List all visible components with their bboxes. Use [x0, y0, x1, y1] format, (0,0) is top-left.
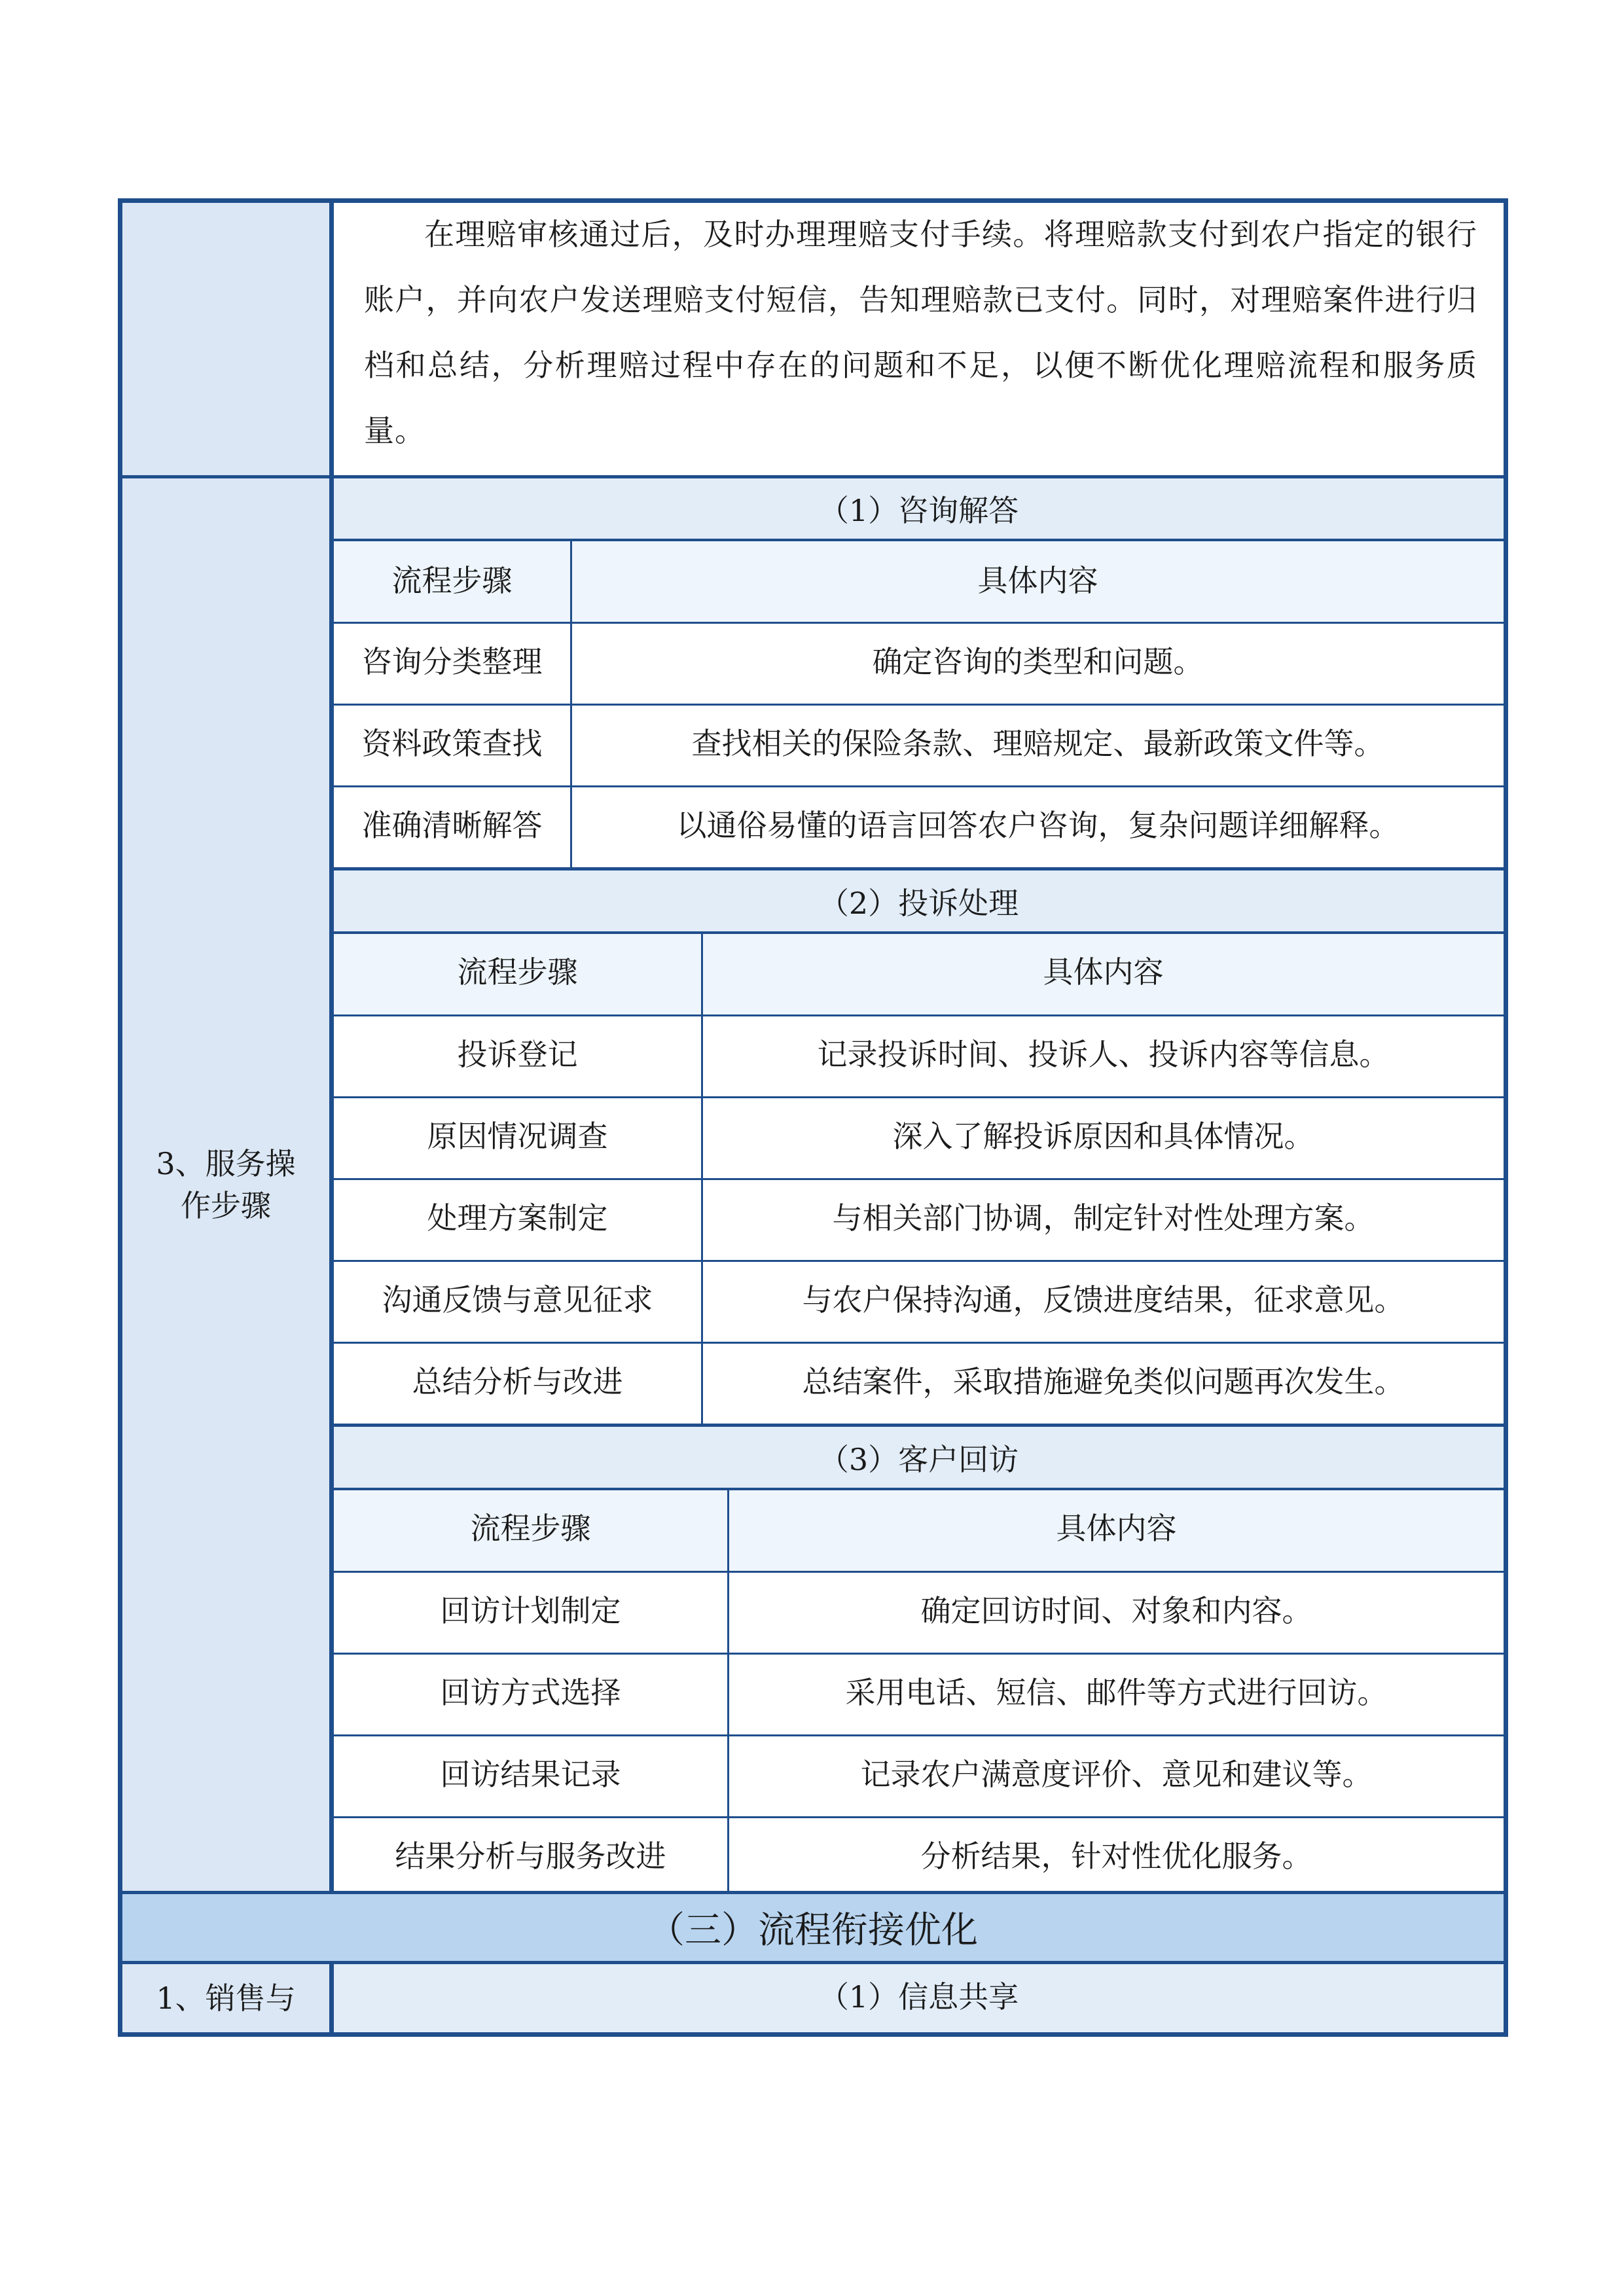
revisit-row-step: 回访结果记录 [440, 1757, 621, 1792]
consultation-row-content: 以通俗易懂的语言回答农户咨询，复杂问题详细解释。 [676, 808, 1399, 843]
consultation-row-step: 咨询分类整理 [361, 644, 543, 679]
service-steps-label-line2: 作步骤 [181, 1188, 271, 1223]
consultation-row-step: 准确清晰解答 [361, 808, 543, 843]
service-steps-label [122, 478, 329, 1891]
consultation-title: （1）咨询解答 [334, 478, 1504, 539]
revisit-row-step: 回访方式选择 [440, 1675, 621, 1710]
complaint-row-step: 沟通反馈与意见征求 [382, 1282, 653, 1318]
complaint-row-step: 投诉登记 [457, 1037, 578, 1072]
revisit-row-content: 记录农户满意度评价、意见和建议等。 [860, 1757, 1373, 1792]
complaint-header-step: 流程步骤 [334, 934, 701, 1014]
consultation-row-content: 确定咨询的类型和问题。 [872, 644, 1204, 679]
complaint-row-content: 总结案件，采取措施避免类似问题再次发生。 [802, 1364, 1405, 1399]
section-title: （三）流程衔接优化 [122, 1894, 1504, 1961]
intro-paragraph: 在理赔审核通过后，及时办理理赔支付手续。将理赔款支付到农户指定的银行账户，并向农户发送理赔支付短信，告知理赔款已支付。同时，对理赔案件进行归档和总结，分析理赔过程中存在的问题和不足，以便不断优化理赔流程和服务质量。 [364, 217, 1477, 448]
complaint-title: （2）投诉处理 [334, 870, 1504, 931]
revisit-row-step: 结果分析与服务改进 [395, 1839, 666, 1874]
revisit-header-step: 流程步骤 [334, 1490, 727, 1571]
revisit-header-content: 具体内容 [729, 1490, 1504, 1571]
revisit-row-content: 确定回访时间、对象和内容。 [920, 1593, 1312, 1628]
left-column-blank [122, 203, 329, 476]
consultation-row-content: 查找相关的保险条款、理赔规定、最新政策文件等。 [691, 726, 1384, 761]
complaint-row-content: 记录投诉时间、投诉人、投诉内容等信息。 [817, 1037, 1390, 1072]
complaint-header-content: 具体内容 [703, 934, 1504, 1014]
sales-row-label: 1、销售与 [122, 1964, 329, 2032]
revisit-title: （3）客户回访 [334, 1427, 1504, 1488]
consultation-row-step: 资料政策查找 [361, 726, 543, 761]
service-steps-label-line1: 3、服务操 [156, 1146, 296, 1181]
complaint-row-content: 深入了解投诉原因和具体情况。 [892, 1119, 1314, 1154]
complaint-row-content: 与农户保持沟通，反馈进度结果，征求意见。 [802, 1282, 1405, 1318]
complaint-row-step: 总结分析与改进 [412, 1364, 623, 1399]
consultation-header-content: 具体内容 [572, 541, 1504, 622]
complaint-row-step: 处理方案制定 [427, 1200, 608, 1236]
complaint-row-step: 原因情况调查 [427, 1119, 608, 1154]
revisit-row-content: 分析结果，针对性优化服务。 [920, 1839, 1312, 1874]
consultation-header-step: 流程步骤 [334, 541, 570, 622]
document-table [118, 198, 1508, 2037]
revisit-row-content: 采用电话、短信、邮件等方式进行回访。 [845, 1675, 1388, 1710]
revisit-row-step: 回访计划制定 [440, 1593, 621, 1628]
complaint-row-content: 与相关部门协调，制定针对性处理方案。 [832, 1200, 1375, 1236]
info-sharing-title: （1）信息共享 [334, 1964, 1504, 2032]
